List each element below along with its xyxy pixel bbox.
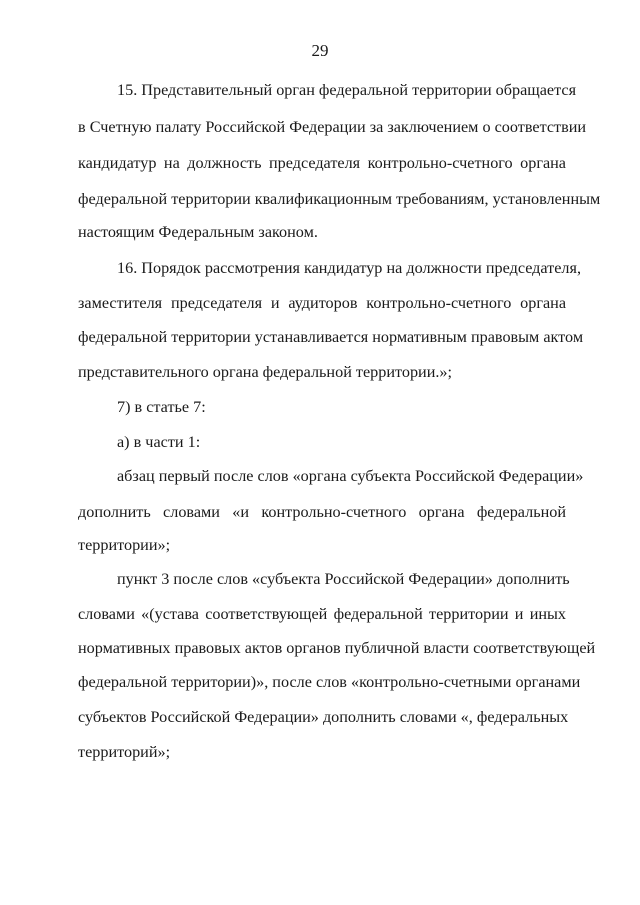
text-line: настоящим Федеральным законом. bbox=[78, 223, 318, 241]
text-line: федеральной территории)», после слов «контрольно-счетными органами bbox=[78, 673, 581, 691]
text-line: субъектов Российской Федерации» дополнить словами «, федеральных bbox=[78, 708, 569, 726]
text-line: 15. Представительный орган федеральной территории обращается bbox=[117, 81, 577, 99]
text-line: 7) в статье 7: bbox=[117, 398, 206, 416]
text-line: пункт 3 после слов «субъекта Российской Федерации» дополнить bbox=[117, 570, 570, 588]
text-line: в Счетную палату Российской Федерации за заключением о соответствии bbox=[78, 118, 587, 136]
text-line: а) в части 1: bbox=[117, 433, 201, 451]
text-line: 16. Порядок рассмотрения кандидатур на должности председателя, bbox=[117, 259, 581, 277]
text-line: территорий»; bbox=[78, 743, 171, 761]
text-line: федеральной территории квалификационным требованиям, установленным bbox=[78, 190, 601, 208]
text-line: абзац первый после слов «органа субъекта Российской Федерации» bbox=[117, 467, 584, 485]
text-line: дополнить словами «и контрольно-счетного органа федеральной bbox=[78, 503, 566, 521]
page-number: 29 bbox=[311, 41, 329, 60]
text-line: нормативных правовых актов органов публичной власти соответствующей bbox=[78, 639, 596, 657]
text-line: кандидатур на должность председателя контрольно-счетного органа bbox=[78, 154, 566, 172]
text-line: заместителя председателя и аудиторов контрольно-счетного органа bbox=[78, 294, 566, 312]
text-line: федеральной территории устанавливается нормативным правовым актом bbox=[78, 328, 584, 346]
text-line: представительного органа федеральной территории.»; bbox=[78, 363, 453, 381]
text-line: территории»; bbox=[78, 536, 171, 554]
text-line: словами «(устава соответствующей федеральной территории и иных bbox=[78, 605, 566, 623]
